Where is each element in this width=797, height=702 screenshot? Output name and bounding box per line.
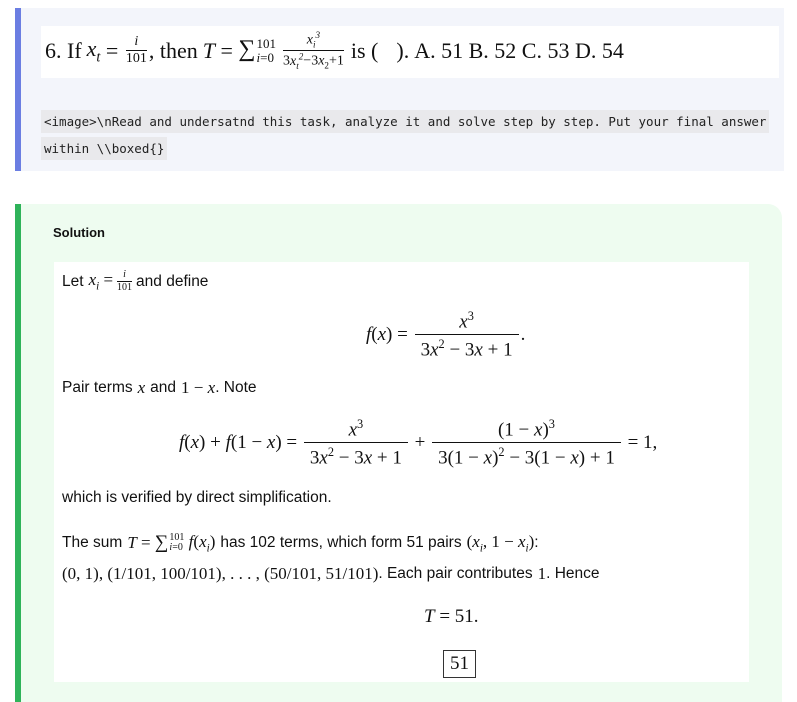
question-choices: A. 51 B. 52 C. 53 D. 54	[414, 38, 624, 63]
formula-f-definition: f ( x ) = $\frac{x^3}{3x^2 - 3x + 1}$ .	[366, 309, 526, 361]
solution-card	[15, 204, 782, 702]
solution-line-let: Let $x_i$ = $\frac{i}{101}$ and define	[62, 269, 209, 293]
question-card	[15, 8, 784, 171]
solution-body	[54, 262, 749, 682]
question-fraction-x: $\frac{i}{101}$	[125, 34, 147, 66]
formula-result: T = 51.	[424, 606, 479, 627]
question-close-paren: ).	[396, 38, 410, 63]
solution-line-pair: Pair terms x and 1 − x . Note	[62, 378, 257, 397]
question-fraction-term: $\frac{x_i^3}{3x_t^2-3x_2+1}$	[283, 30, 344, 71]
prompt-code-text: <image>\nRead and undersatnd this task, analyze it and solve step by step. Put your final answer within \\boxed{}	[41, 110, 769, 160]
question-is: is (	[350, 38, 379, 63]
prompt-text	[41, 108, 779, 162]
solution-title: Solution	[53, 225, 105, 240]
question-text: 6. If $x_t$ = $\frac{i}{101}$ , then T = ∑ 101 i=0 $\frac{x_i^3}{3x_t^2-3x_2+1}$ is ( ). A. 51 B. 52 C. 53 D. 54	[45, 30, 624, 71]
final-answer: 51	[443, 650, 476, 678]
solution-line-sum: The sum T = ∑ 101 i=0 $f(x_i)$ has 102 terms, which form 51 pairs ($x_i$, $1 - x_i$) :	[62, 531, 539, 555]
solution-line-verified: which is verified by direct simplification.	[62, 489, 332, 506]
question-sum-symbol: ∑ 101 i=0	[238, 36, 276, 65]
solution-line-pairs: (0, 1), (1/101, 100/101), . . . , (50/101, 51/101) . Each pair contributes 1 . Hence	[62, 564, 600, 583]
question-then: then	[159, 38, 198, 63]
question-number: 6. If	[45, 38, 82, 63]
formula-pair-identity: f ( x ) + f (1 − x ) = $\frac{x^3}{3x^2 - 3x + 1}$ + $\frac{(1 - x)^3}{3(1 - x)^2 - 3(1 - x) + 1}$ = 1,	[179, 417, 658, 469]
question-image	[41, 26, 779, 78]
final-answer-box	[443, 650, 476, 678]
